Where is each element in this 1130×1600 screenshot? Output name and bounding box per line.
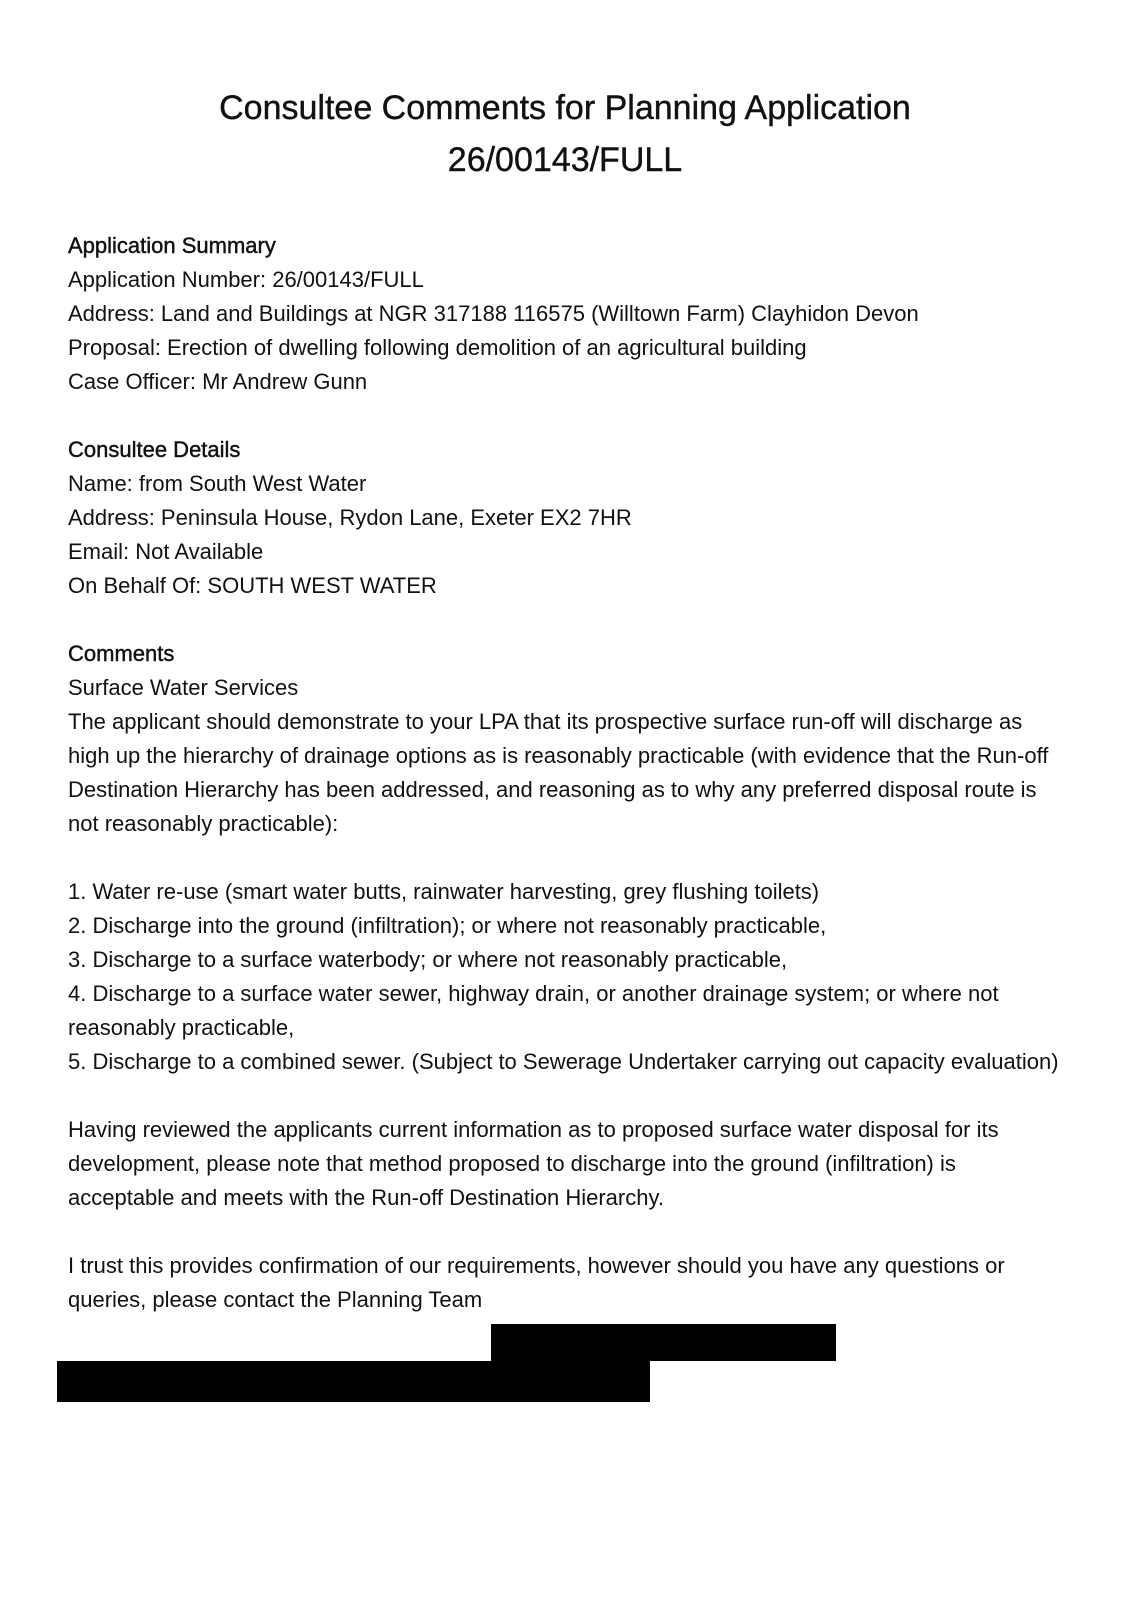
spacer <box>68 603 1068 637</box>
closing-paragraph: I trust this provides confirmation of our requirements, however should you have any questions or queries, please contact the Planning Team <box>68 1253 1005 1312</box>
consultee-name: Name: from South West Water <box>68 471 367 496</box>
application-summary-heading: Application Summary <box>68 233 276 258</box>
list-item: 5. Discharge to a combined sewer. (Subject to Sewerage Undertaker carrying out capacity evaluation) <box>68 1049 1059 1074</box>
consultee-email: Email: Not Available <box>68 539 264 564</box>
list-item: 2. Discharge into the ground (infiltration); or where not reasonably practicable, <box>68 913 827 938</box>
application-number: Application Number: 26/00143/FULL <box>68 267 424 292</box>
spacer <box>68 841 1068 875</box>
list-item: 4. Discharge to a surface water sewer, highway drain, or another drainage system; or where not reasonably practicable, <box>68 981 999 1040</box>
consultee-details-section <box>68 433 1068 603</box>
case-officer: Case Officer: Mr Andrew Gunn <box>68 369 368 394</box>
spacer <box>68 399 1068 433</box>
application-proposal: Proposal: Erection of dwelling following demolition of an agricultural building <box>68 335 807 360</box>
consultee-on-behalf-of: On Behalf Of: SOUTH WEST WATER <box>68 573 437 598</box>
comments-subheading: Surface Water Services <box>68 675 299 700</box>
application-summary-section <box>68 229 1068 399</box>
redaction-block <box>57 1361 650 1402</box>
list-item: 3. Discharge to a surface waterbody; or where not reasonably practicable, <box>68 947 788 972</box>
comments-heading: Comments <box>68 641 175 666</box>
document-body <box>68 229 1068 1317</box>
review-paragraph: Having reviewed the applicants current information as to proposed surface water disposal for its development, please note that method proposed to discharge into the ground (infiltration) is acceptable and meets with the Run-off Destination Hierarchy. <box>68 1117 999 1210</box>
page-title-line-1: Consultee Comments for Planning Application <box>219 89 911 127</box>
redaction-block <box>491 1324 836 1361</box>
comments-section <box>68 637 1068 1317</box>
consultee-address: Address: Peninsula House, Rydon Lane, Exeter EX2 7HR <box>68 505 632 530</box>
consultee-details-heading: Consultee Details <box>68 437 241 462</box>
comments-intro-paragraph: The applicant should demonstrate to your LPA that its prospective surface run-off will discharge as high up the hierarchy of drainage options as is reasonably practicable (with evidence that the Run-off Destination Hierarchy has been addressed, and reasoning as to why any preferred disposal route is not reasonably practicable): <box>68 709 1049 836</box>
application-address: Address: Land and Buildings at NGR 317188 116575 (Willtown Farm) Clayhidon Devon <box>68 301 919 326</box>
spacer <box>68 1215 1068 1249</box>
drainage-hierarchy-list <box>68 875 1068 1079</box>
spacer <box>68 1079 1068 1113</box>
list-item: 1. Water re-use (smart water butts, rainwater harvesting, grey flushing toilets) <box>68 879 820 904</box>
page-title-line-2: 26/00143/FULL <box>447 141 683 179</box>
page-title <box>0 82 1130 186</box>
